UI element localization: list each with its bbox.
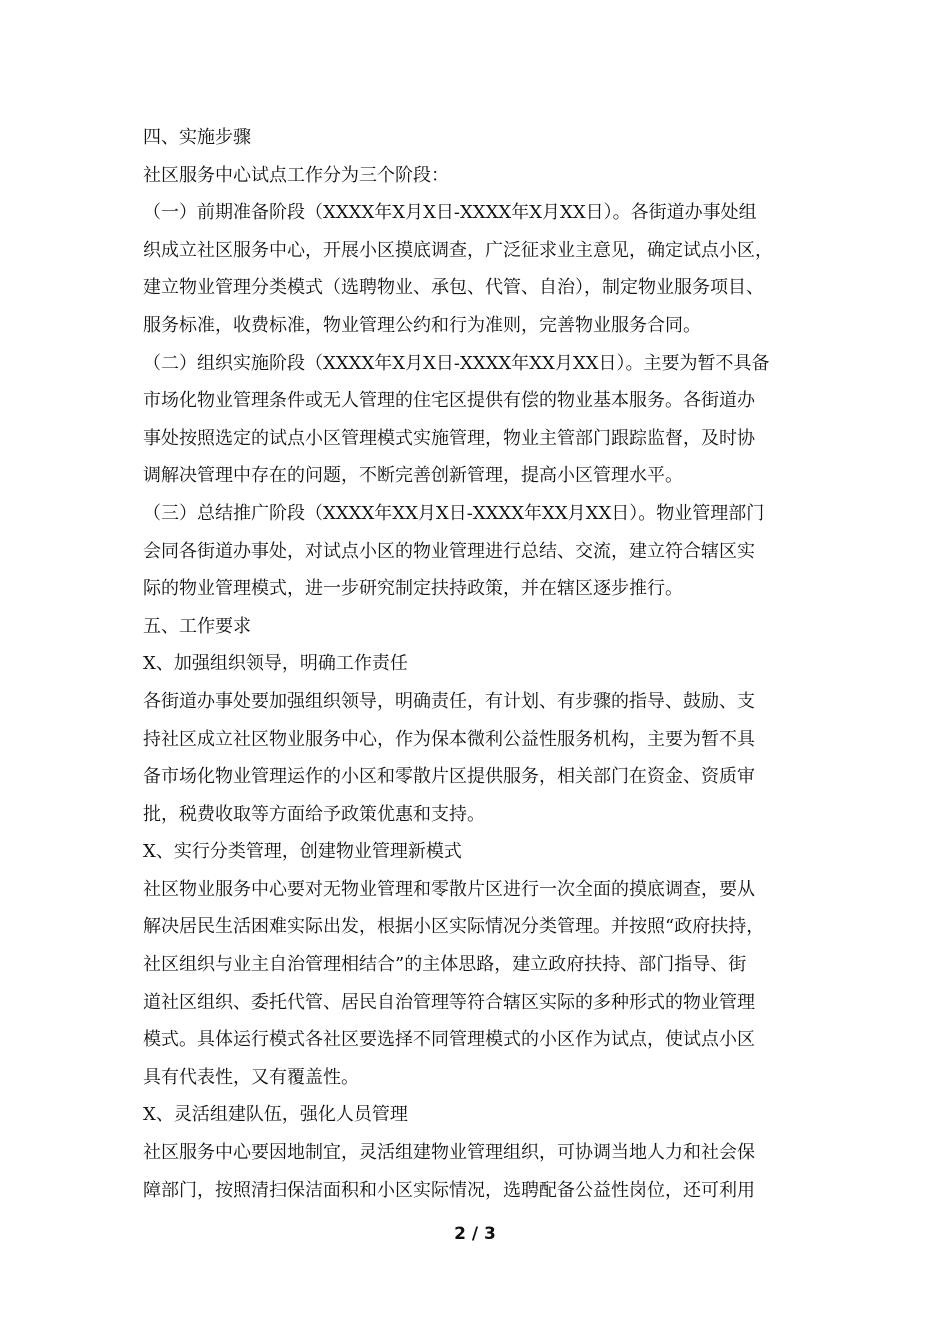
text-line: 织成立社区服务中心，开展小区摸底调查，广泛征求业主意见，确定试点小区， (143, 239, 773, 261)
text-line: （二）组织实施阶段（XXXX年X月X日-XXXX年XX月XX日）。主要为暂不具备 (143, 352, 770, 374)
text-line: 社区服务中心要因地制宜，灵活组建物业管理组织，可协调当地人力和社会保 (143, 1142, 755, 1164)
paragraph-stage-two (143, 345, 825, 495)
paragraph-intro (143, 157, 825, 195)
document-body (143, 119, 825, 1209)
text-line: 解决居民生活困难实际出发，根据小区实际情况分类管理。并按照“政府扶持， (143, 916, 765, 938)
text-line: 备市场化物业管理运作的小区和零散片区提供服务，相关部门在资金、资质审 (143, 766, 755, 788)
text-line: （一）前期准备阶段（XXXX年X月X日-XXXX年X月XX日）。各街道办事处组 (143, 202, 757, 224)
heading-implementation-steps (143, 119, 825, 157)
text-line: 持社区成立社区物业服务中心，作为保本微利公益性服务机构，主要为暂不具 (143, 728, 755, 750)
text-line: 模式。具体运行模式各社区要选择不同管理模式的小区作为试点，使试点小区 (143, 1029, 755, 1051)
subheading-team-building (143, 1096, 825, 1134)
text-line: 事处按照选定的试点小区管理模式实施管理，物业主管部门跟踪监督，及时协 (143, 427, 755, 449)
paragraph-leadership (143, 683, 825, 833)
text-line: 批，税费收取等方面给予政策优惠和支持。 (143, 803, 485, 825)
subheading-leadership (143, 645, 825, 683)
subheading-classified-management (143, 833, 825, 871)
text-line: X、实行分类管理，创建物业管理新模式 (143, 841, 462, 863)
text-line: （三）总结推广阶段（XXXX年XX月X日-XXXX年XX月XX日）。物业管理部门 (143, 502, 765, 524)
text-line: X、加强组织领导，明确工作责任 (143, 653, 408, 675)
text-line: 调解决管理中存在的问题，不断完善创新管理，提高小区管理水平。 (143, 465, 683, 487)
heading-work-requirements (143, 608, 825, 646)
text-line: 社区服务中心试点工作分为三个阶段： (143, 164, 449, 186)
paragraph-stage-one (143, 194, 825, 344)
text-line: 社区物业服务中心要对无物业管理和零散片区进行一次全面的摸底调查，要从 (143, 878, 755, 900)
text-line: 服务标准，收费标准，物业管理公约和行为准则，完善物业服务合同。 (143, 314, 701, 336)
paragraph-team-building (143, 1134, 825, 1209)
paragraph-classified-management (143, 871, 825, 1097)
text-line: 障部门，按照清扫保洁面积和小区实际情况，选聘配备公益性岗位，还可利用 (143, 1179, 755, 1201)
text-line: 各街道办事处要加强组织领导，明确责任，有计划、有步骤的指导、鼓励、支 (143, 690, 755, 712)
text-line: 会同各街道办事处，对试点小区的物业管理进行总结、交流，建立符合辖区实 (143, 540, 755, 562)
paragraph-stage-three (143, 495, 825, 608)
text-line: 四、实施步骤 (143, 127, 251, 148)
text-line: 社区组织与业主自治管理相结合”的主体思路，建立政府扶持、部门指导、街 (143, 954, 747, 976)
text-line: 道社区组织、委托代管、居民自治管理等符合辖区实际的多种形式的物业管理 (143, 991, 755, 1013)
text-line: X、灵活组建队伍，强化人员管理 (143, 1104, 408, 1126)
text-line: 建立物业管理分类模式（选聘物业、承包、代管、自治），制定物业服务项目、 (143, 277, 764, 299)
page-number: 2 / 3 (454, 1224, 496, 1244)
text-line: 际的物业管理模式，进一步研究制定扶持政策，并在辖区逐步推行。 (143, 578, 683, 600)
text-line: 市场化物业管理条件或无人管理的住宅区提供有偿的物业基本服务。各街道办 (143, 390, 755, 412)
text-line: 五、工作要求 (143, 615, 251, 637)
text-line: 具有代表性，又有覆盖性。 (143, 1066, 359, 1088)
